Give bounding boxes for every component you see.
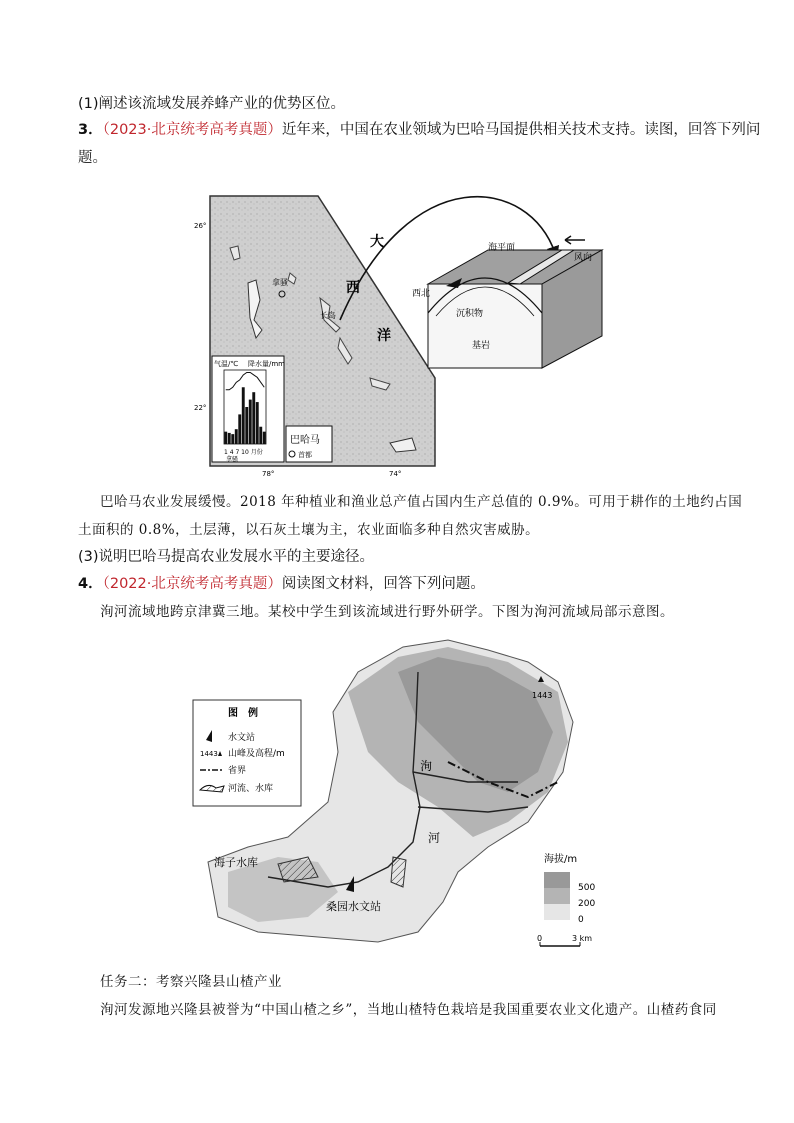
xunhe-figure xyxy=(188,632,608,960)
station-label: 拿骚 xyxy=(226,456,239,463)
q3-stem-b: 题。 xyxy=(78,150,107,166)
precip-bar xyxy=(252,392,255,444)
q3-stem-a: 近年来，中国在农业领域为巴哈马国提供相关技术支持。读图，回答下列问 xyxy=(281,122,761,138)
q4-number: 4． xyxy=(78,576,103,592)
q3-stem-line1 xyxy=(78,120,760,140)
q3-sub3: (3)说明巴哈马提高农业发展水平的主要途径。 xyxy=(78,549,375,565)
precip-bar xyxy=(249,400,252,444)
lat-label-22: 22° xyxy=(194,404,207,412)
q3-material-b: 土面积的 0.8%，土层薄，以石灰土壤为主，农业面临多种自然灾害威胁。 xyxy=(78,522,540,538)
sediment-label: 沉积物 xyxy=(456,309,484,319)
legend-country: 巴哈马 xyxy=(290,435,320,446)
scale-3: 3 km xyxy=(572,934,593,943)
q3-number: 3． xyxy=(78,122,103,138)
lat-label-26: 26° xyxy=(194,222,207,230)
precip-bar xyxy=(242,387,245,444)
precip-bar xyxy=(238,414,241,444)
station-label: 桑园水文站 xyxy=(326,900,381,913)
sea-label-3: 洋 xyxy=(377,328,391,344)
elevation-title: 海拔/m xyxy=(544,854,578,865)
q4-source: （2022·北京统考高考真题） xyxy=(102,576,282,592)
capital-label: 拿骚 xyxy=(272,278,288,287)
legend-peak: 山峰及高程/m xyxy=(228,749,285,759)
precip-bar xyxy=(224,432,227,444)
q4-stem-line xyxy=(78,574,485,594)
climate-chart xyxy=(212,356,285,463)
lon-label-78: 78° xyxy=(262,470,275,478)
q4-intro: 洵河流域地跨京津冀三地。某校中学生到该流域进行野外研学。下图为洵河流域局部示意图。 xyxy=(100,604,674,620)
lon-label-74: 74° xyxy=(389,470,402,478)
legend-river: 河流、水库 xyxy=(228,784,274,794)
bahamas-figure xyxy=(190,188,610,478)
sea-level-label: 海平面 xyxy=(488,243,516,253)
legend-title: 图 例 xyxy=(228,708,258,719)
months-label: 1 4 7 10 月份 xyxy=(224,449,263,456)
block-diagram xyxy=(412,236,602,368)
q-prev-sub1: (1)阐述该流域发展养蜂产业的优势区位。 xyxy=(78,96,346,112)
river-label-1: 洵 xyxy=(420,759,433,773)
q3-source: （2023·北京统考高考真题） xyxy=(102,122,282,138)
elev-tick-200: 200 xyxy=(578,899,596,909)
peak-label: 1443 xyxy=(532,691,553,700)
river-label-2: 河 xyxy=(428,831,441,845)
legend-station: 水文站 xyxy=(228,733,256,743)
bedrock-label: 基岩 xyxy=(472,341,491,351)
scale-0: 0 xyxy=(537,934,543,943)
wind-arrow-icon xyxy=(565,236,585,244)
q4-stem: 阅读图文材料，回答下列问题。 xyxy=(281,576,485,592)
island-label: 长岛 xyxy=(320,311,336,320)
legend-border: 省界 xyxy=(228,766,247,776)
temp-axis-label: 气温/℃ xyxy=(214,360,239,368)
reservoir-right xyxy=(391,857,406,887)
precip-bar xyxy=(235,429,238,444)
precip-bar xyxy=(228,433,231,444)
task-text: 洵河发源地兴隆县被誉为“中国山楂之乡”，当地山楂特色栽培是我国重要农业文化遗产。山楂药食同 xyxy=(100,1002,717,1018)
legend-capital: 首都 xyxy=(298,451,312,459)
precip-bar xyxy=(259,427,262,444)
nw-label: 西北 xyxy=(412,289,431,299)
map-legend xyxy=(193,700,301,806)
elev-tick-0: 0 xyxy=(578,915,584,925)
precip-bar xyxy=(256,402,259,444)
task-title: 任务二：考察兴隆县山楂产业 xyxy=(100,974,282,990)
precip-bar xyxy=(245,407,248,444)
elev-tick-500: 500 xyxy=(578,883,596,893)
precip-bar xyxy=(263,432,266,444)
precip-bar xyxy=(231,434,234,444)
legend-peak-num: 1443 xyxy=(200,750,218,758)
reservoir-label: 海子水库 xyxy=(214,856,258,869)
sea-label-1: 大 xyxy=(370,234,384,250)
wind-label: 风向 xyxy=(574,253,593,263)
sea-label-2: 西 xyxy=(346,280,360,296)
q3-material-a: 巴哈马农业发展缓慢。2018 年种植业和渔业总产值占国内生产总值的 0.9%。可用于耕作的土地约占国 xyxy=(100,494,743,510)
precip-axis-label: 降水量/mm xyxy=(248,360,285,368)
